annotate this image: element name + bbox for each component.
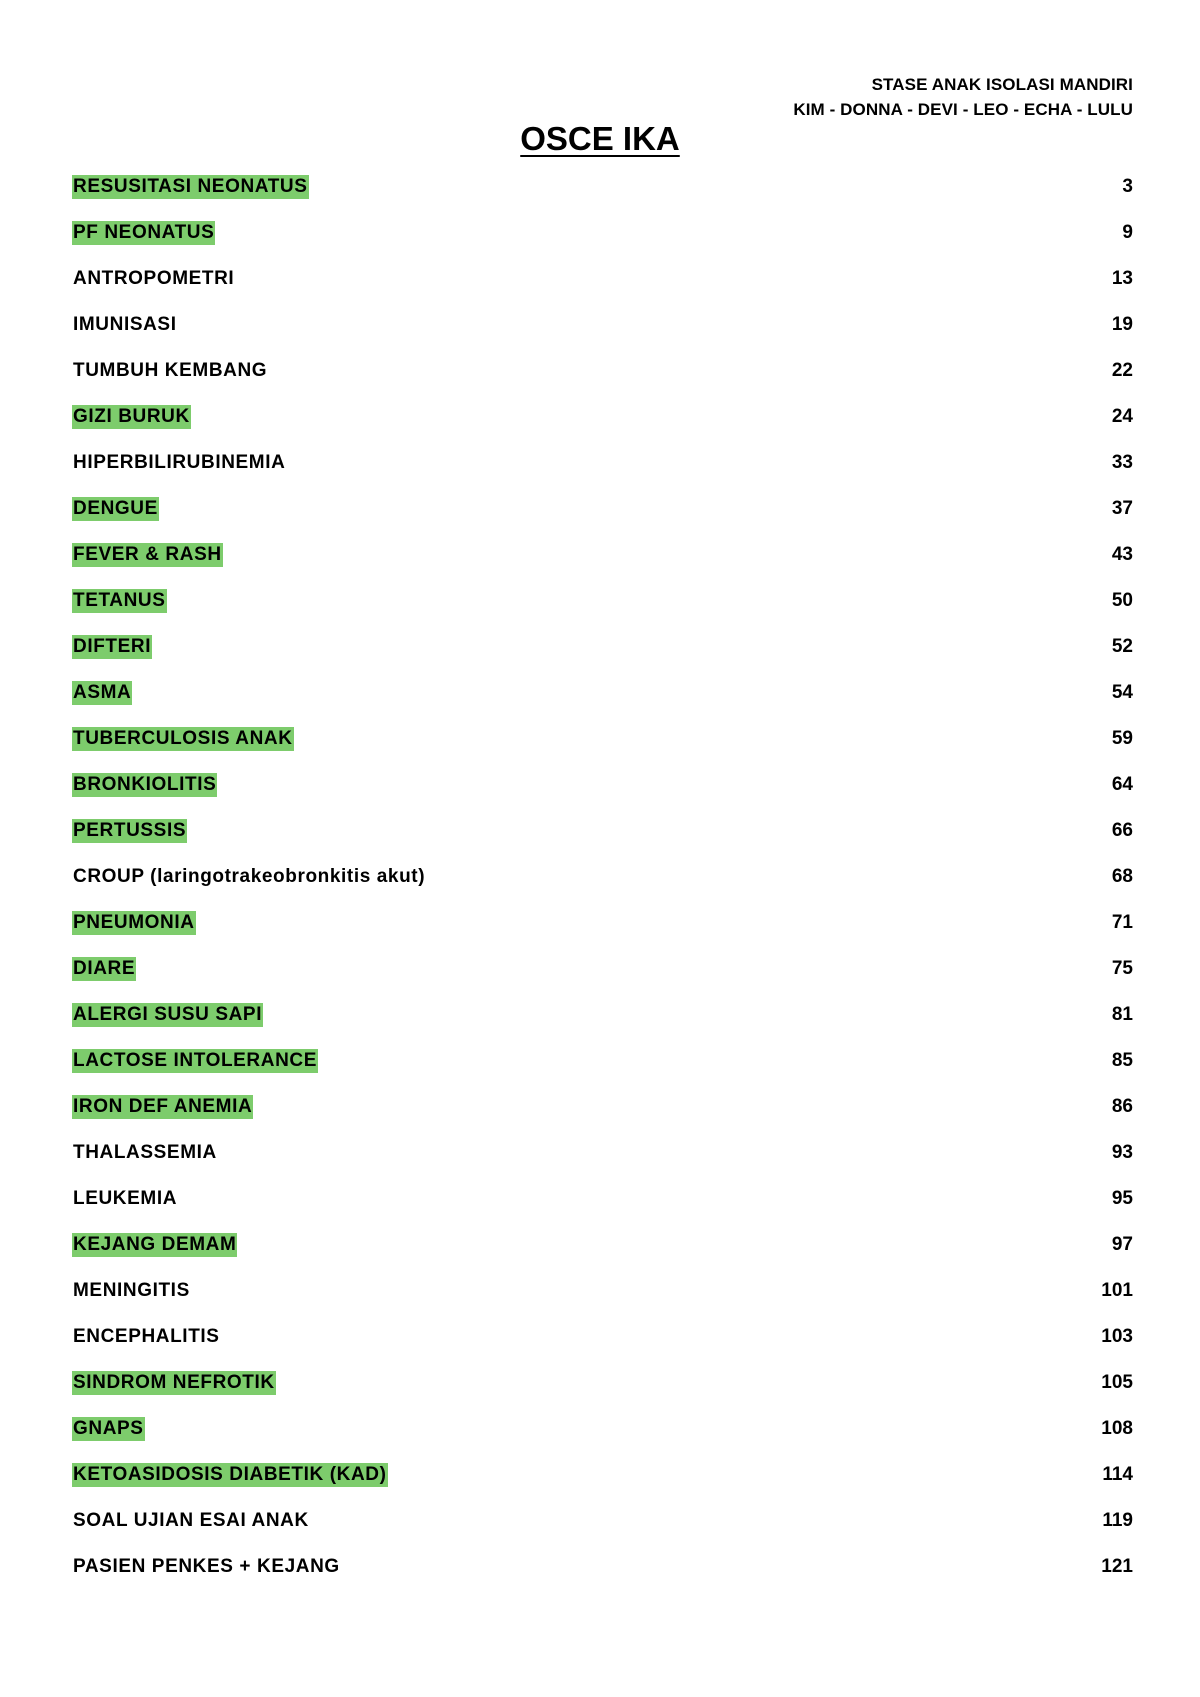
header-line-2: KIM - DONNA - DEVI - LEO - ECHA - LULU [793, 100, 1133, 119]
toc-entry-page-number: 105 [1101, 1372, 1133, 1393]
toc-entry-page-number: 93 [1111, 1142, 1133, 1163]
toc-entry-page-number: 52 [1111, 636, 1133, 657]
toc-entry-page-number: 86 [1111, 1096, 1133, 1117]
toc-entry-page-number: 85 [1111, 1050, 1133, 1071]
toc-entry-page-number: 54 [1111, 682, 1133, 703]
toc-entry-label: HIPERBILIRUBINEMIA [73, 452, 286, 473]
toc-entry-label: DENGUE [73, 498, 158, 519]
toc-entry-page-number: 121 [1101, 1556, 1133, 1577]
table-of-contents [72, 171, 1133, 1597]
toc-entry[interactable] [72, 217, 1133, 263]
toc-entry-label: ALERGI SUSU SAPI [73, 1004, 263, 1025]
toc-entry-page-number: 59 [1111, 728, 1133, 749]
toc-entry-label: LEUKEMIA [73, 1188, 178, 1209]
toc-entry[interactable] [72, 447, 1133, 493]
toc-entry-page-number: 103 [1101, 1326, 1133, 1347]
toc-entry[interactable] [72, 1045, 1133, 1091]
toc-entry[interactable] [72, 1137, 1133, 1183]
toc-entry[interactable] [72, 1321, 1133, 1367]
toc-entry-label: TUMBUH KEMBANG [73, 360, 268, 381]
toc-entry-label: ENCEPHALITIS [73, 1326, 220, 1347]
toc-entry[interactable] [72, 1459, 1133, 1505]
toc-entry[interactable] [72, 1091, 1133, 1137]
toc-entry-label: GIZI BURUK [73, 406, 190, 427]
toc-entry-page-number: 97 [1111, 1234, 1133, 1255]
toc-entry-page-number: 13 [1111, 268, 1133, 289]
toc-entry-label: TUBERCULOSIS ANAK [73, 728, 293, 749]
toc-entry[interactable] [72, 769, 1133, 815]
toc-entry-page-number: 95 [1111, 1188, 1133, 1209]
toc-entry-page-number: 114 [1102, 1464, 1133, 1485]
document-header [793, 72, 1133, 122]
toc-entry-page-number: 101 [1101, 1280, 1133, 1301]
toc-entry-page-number: 108 [1101, 1418, 1133, 1439]
toc-entry-page-number: 71 [1111, 912, 1133, 933]
toc-entry-page-number: 9 [1122, 222, 1133, 243]
toc-entry-label: PF NEONATUS [73, 222, 215, 243]
toc-entry-page-number: 19 [1111, 314, 1133, 335]
toc-entry[interactable] [72, 263, 1133, 309]
toc-entry-page-number: 33 [1111, 452, 1133, 473]
toc-entry[interactable] [72, 953, 1133, 999]
toc-entry[interactable] [72, 355, 1133, 401]
toc-entry-page-number: 24 [1111, 406, 1133, 427]
toc-entry[interactable] [72, 815, 1133, 861]
toc-entry[interactable] [72, 723, 1133, 769]
toc-entry-label: IMUNISASI [73, 314, 177, 335]
toc-entry-label: IRON DEF ANEMIA [73, 1096, 253, 1117]
toc-entry-label: PNEUMONIA [73, 912, 195, 933]
toc-entry-page-number: 81 [1111, 1004, 1133, 1025]
toc-entry-label: BRONKIOLITIS [73, 774, 217, 795]
toc-entry-label: TETANUS [73, 590, 166, 611]
toc-entry[interactable] [72, 1367, 1133, 1413]
toc-entry[interactable] [72, 631, 1133, 677]
toc-entry-page-number: 75 [1111, 958, 1133, 979]
toc-entry-page-number: 64 [1111, 774, 1133, 795]
toc-entry-label: DIFTERI [73, 636, 152, 657]
toc-entry[interactable] [72, 907, 1133, 953]
toc-entry-label: KETOASIDOSIS DIABETIK (KAD) [73, 1464, 387, 1485]
toc-entry[interactable] [72, 585, 1133, 631]
toc-entry[interactable] [72, 401, 1133, 447]
toc-entry-label: CROUP (laringotrakeobronkitis akut) [73, 866, 426, 887]
toc-entry[interactable] [72, 1229, 1133, 1275]
toc-entry-page-number: 68 [1111, 866, 1133, 887]
toc-entry[interactable] [72, 1505, 1133, 1551]
toc-entry-label: SOAL UJIAN ESAI ANAK [73, 1510, 309, 1531]
toc-entry-page-number: 43 [1111, 544, 1133, 565]
toc-entry-label: MENINGITIS [73, 1280, 190, 1301]
toc-entry-page-number: 3 [1122, 176, 1133, 197]
toc-entry-page-number: 66 [1111, 820, 1133, 841]
toc-entry-label: RESUSITASI NEONATUS [73, 176, 308, 197]
toc-entry[interactable] [72, 1551, 1133, 1597]
toc-entry[interactable] [72, 309, 1133, 355]
toc-entry-label: LACTOSE INTOLERANCE [73, 1050, 317, 1071]
toc-entry-label: SINDROM NEFROTIK [73, 1372, 275, 1393]
header-line-1: STASE ANAK ISOLASI MANDIRI [871, 75, 1133, 94]
toc-entry-label: GNAPS [73, 1418, 144, 1439]
toc-entry[interactable] [72, 861, 1133, 907]
toc-entry-page-number: 22 [1111, 360, 1133, 381]
toc-entry-label: FEVER & RASH [73, 544, 222, 565]
toc-entry-page-number: 37 [1111, 498, 1133, 519]
toc-entry-label: ASMA [73, 682, 132, 703]
page-title [0, 119, 1200, 159]
toc-entry[interactable] [72, 1183, 1133, 1229]
toc-entry[interactable] [72, 1413, 1133, 1459]
toc-entry-label: KEJANG DEMAM [73, 1234, 237, 1255]
toc-entry-label: ANTROPOMETRI [73, 268, 235, 289]
toc-entry[interactable] [72, 539, 1133, 585]
toc-entry[interactable] [72, 1275, 1133, 1321]
toc-entry[interactable] [72, 677, 1133, 723]
toc-entry-page-number: 50 [1111, 590, 1133, 611]
page-title-text: OSCE IKA [520, 120, 680, 157]
toc-entry-label: THALASSEMIA [73, 1142, 217, 1163]
toc-entry[interactable] [72, 493, 1133, 539]
toc-entry[interactable] [72, 171, 1133, 217]
toc-entry-label: PERTUSSIS [73, 820, 187, 841]
toc-entry-page-number: 119 [1102, 1510, 1133, 1531]
toc-entry-label: PASIEN PENKES + KEJANG [73, 1556, 340, 1577]
toc-entry[interactable] [72, 999, 1133, 1045]
toc-entry-label: DIARE [73, 958, 136, 979]
